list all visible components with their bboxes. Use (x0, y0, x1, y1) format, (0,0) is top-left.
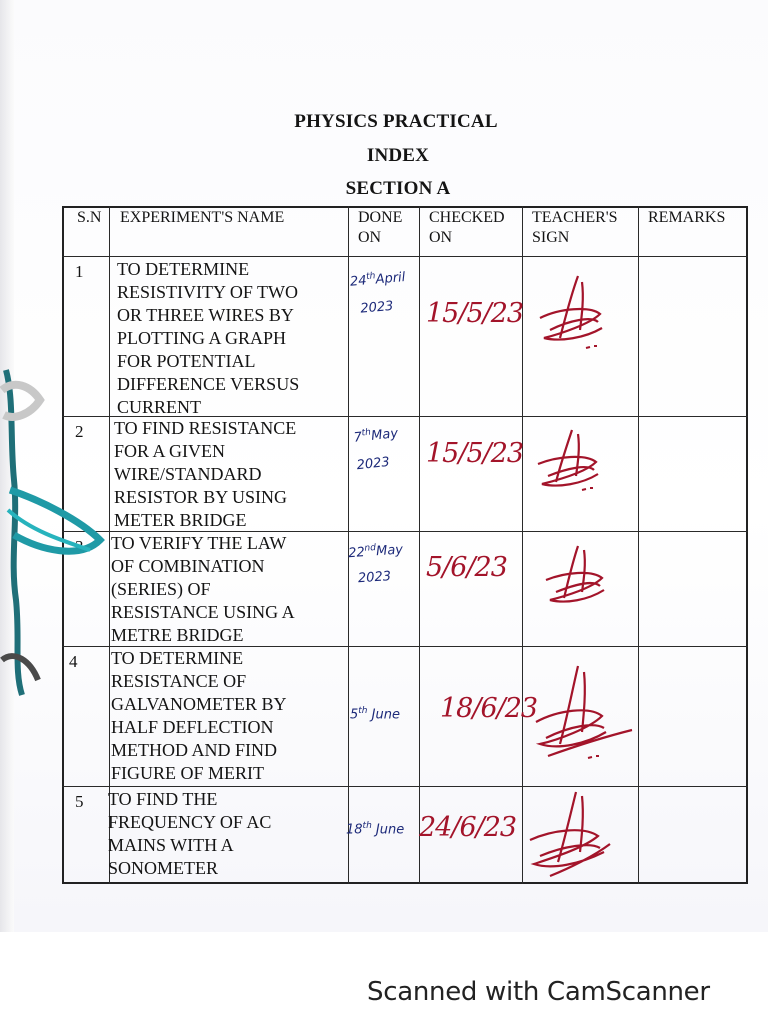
name-line: PLOTTING A GRAPH (117, 328, 287, 348)
date-year: 2023 (357, 569, 392, 587)
name-line: DIFFERENCE VERSUS (117, 374, 300, 394)
header-line: ON (429, 229, 453, 246)
checked-on-date: 5/6/23 (426, 552, 507, 583)
name-line: (SERIES) OF (111, 579, 211, 599)
name-line: FREQUENCY OF AC (108, 812, 272, 832)
header-line: DONE (358, 209, 403, 226)
name-line: TO DETERMINE (111, 648, 244, 668)
experiment-name (108, 788, 271, 880)
done-on-date (346, 818, 404, 838)
header-line: SIGN (532, 229, 570, 246)
checked-on-date: 18/6/23 (440, 693, 538, 724)
table-rule (419, 206, 420, 884)
name-line: MAINS WITH A (108, 835, 234, 855)
table-rule (62, 786, 748, 787)
page-title: PHYSICS PRACTICAL (294, 111, 498, 132)
table-rule (62, 256, 748, 257)
name-line: CURRENT (117, 397, 202, 417)
column-header-checked-on (429, 208, 505, 248)
date-year: 2023 (355, 455, 391, 474)
experiment-name (114, 417, 296, 532)
column-header-done-on (358, 208, 402, 248)
date-month: May (375, 542, 404, 560)
name-line: SONOMETER (108, 858, 219, 878)
name-line: GALVANOMETER BY (111, 694, 287, 714)
binder-thread (0, 360, 110, 700)
name-line: OR THREE WIRES BY (117, 305, 294, 325)
done-on-date (347, 538, 405, 588)
date-day: 5 (350, 707, 359, 723)
name-line: RESISTANCE OF (111, 671, 247, 691)
row-serial-number: 2 (75, 422, 84, 441)
date-day: 24 (349, 273, 368, 290)
teacher-signature (540, 540, 630, 620)
checked-on-date: 24/6/23 (419, 812, 517, 843)
name-line: TO FIND THE (108, 789, 218, 809)
column-header-experiment: EXPERIMENT'S NAME (120, 209, 285, 226)
name-line: TO FIND RESISTANCE (114, 418, 297, 438)
name-line: RESISTOR BY USING (114, 487, 288, 507)
name-line: OF COMBINATION (111, 556, 265, 576)
header-line: CHECKED (429, 209, 505, 226)
row-serial-number: 3 (75, 537, 84, 556)
teacher-signature (530, 268, 630, 358)
experiment-name (111, 532, 295, 647)
name-line: RESISTIVITY OF TWO (117, 282, 298, 302)
teacher-signature (528, 660, 638, 770)
name-line: WIRE/STANDARD (114, 464, 262, 484)
row-serial-number: 5 (75, 792, 84, 811)
date-suffix: th (365, 271, 376, 283)
name-line: TO VERIFY THE LAW (111, 533, 287, 553)
column-header-sn: S.N (77, 209, 102, 226)
date-suffix: th (358, 706, 368, 716)
name-line: METHOD AND FIND (111, 740, 277, 760)
row-serial-number: 1 (75, 262, 84, 281)
name-line: FOR POTENTIAL (117, 351, 256, 371)
date-month: May (370, 426, 399, 444)
experiment-name (117, 258, 299, 419)
name-line: METER BRIDGE (114, 510, 247, 530)
column-header-remarks: REMARKS (648, 209, 726, 226)
date-month: June (371, 707, 400, 723)
done-on-date (353, 422, 402, 475)
date-suffix: nd (364, 543, 377, 554)
teacher-signature (520, 786, 630, 886)
done-on-date (350, 703, 400, 723)
row-serial-number: 4 (69, 652, 78, 671)
experiment-name (111, 647, 287, 785)
scanner-watermark: Scanned with CamScanner (367, 977, 710, 1007)
section-heading: SECTION A (345, 178, 451, 199)
column-header-teacher-sign (532, 208, 618, 248)
table-rule (638, 206, 639, 884)
header-line: ON (358, 229, 382, 246)
name-line: METRE BRIDGE (111, 625, 244, 645)
name-line: RESISTANCE USING A (111, 602, 295, 622)
done-on-date (349, 266, 409, 319)
header-line: TEACHER'S (532, 209, 618, 226)
date-month: June (375, 822, 405, 838)
date-suffix: th (361, 427, 372, 439)
date-day: 7 (353, 429, 363, 446)
checked-on-date: 15/5/23 (426, 438, 524, 469)
date-year: 2023 (359, 299, 395, 317)
page-subtitle: INDEX (366, 145, 430, 166)
date-suffix: th (362, 821, 372, 831)
teacher-signature (530, 424, 630, 504)
name-line: FIGURE OF MERIT (111, 763, 265, 783)
date-day: 22 (347, 545, 366, 562)
name-line: FOR A GIVEN (114, 441, 226, 461)
date-month: April (375, 269, 406, 288)
name-line: HALF DEFLECTION (111, 717, 274, 737)
name-line: TO DETERMINE (117, 259, 250, 279)
checked-on-date: 15/5/23 (426, 298, 524, 329)
date-day: 18 (346, 822, 363, 838)
